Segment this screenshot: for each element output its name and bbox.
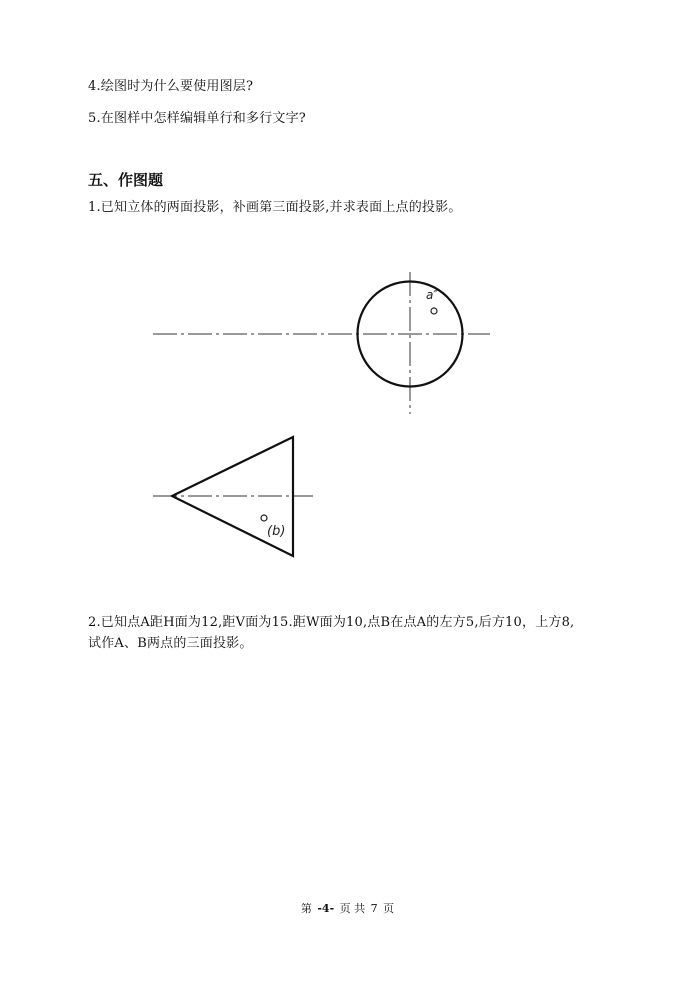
question-5: 5.在图样中怎样编辑单行和多行文字? [88, 111, 306, 126]
footer-suffix: 页 [383, 902, 395, 915]
page-footer [0, 902, 695, 916]
question-4: 4.绘图时为什么要使用图层? [88, 79, 254, 94]
footer-middle: 页 共 [339, 902, 366, 915]
point-a-marker [431, 308, 437, 314]
footer-prefix: 第 [300, 902, 312, 915]
problem-2-text-line-2: 试作A、B两点的三面投影。 [88, 636, 253, 651]
point-a-label: a″ [426, 288, 438, 302]
footer-total-pages: 7 [370, 902, 378, 915]
problem-1-text: 1.已知立体的两面投影，补画第三面投影,并求表面上点的投影。 [88, 200, 462, 215]
point-b-label: (b) [267, 524, 286, 539]
footer-page-number: -4- [317, 902, 335, 915]
point-b-marker [261, 515, 267, 521]
problem-2-text-line-1: 2.已知点A距H面为12,距V面为15.距W面为10,点B在点A的左方5,后方10，上方8, [88, 615, 575, 630]
section-heading: 五、作图题 [88, 171, 164, 189]
